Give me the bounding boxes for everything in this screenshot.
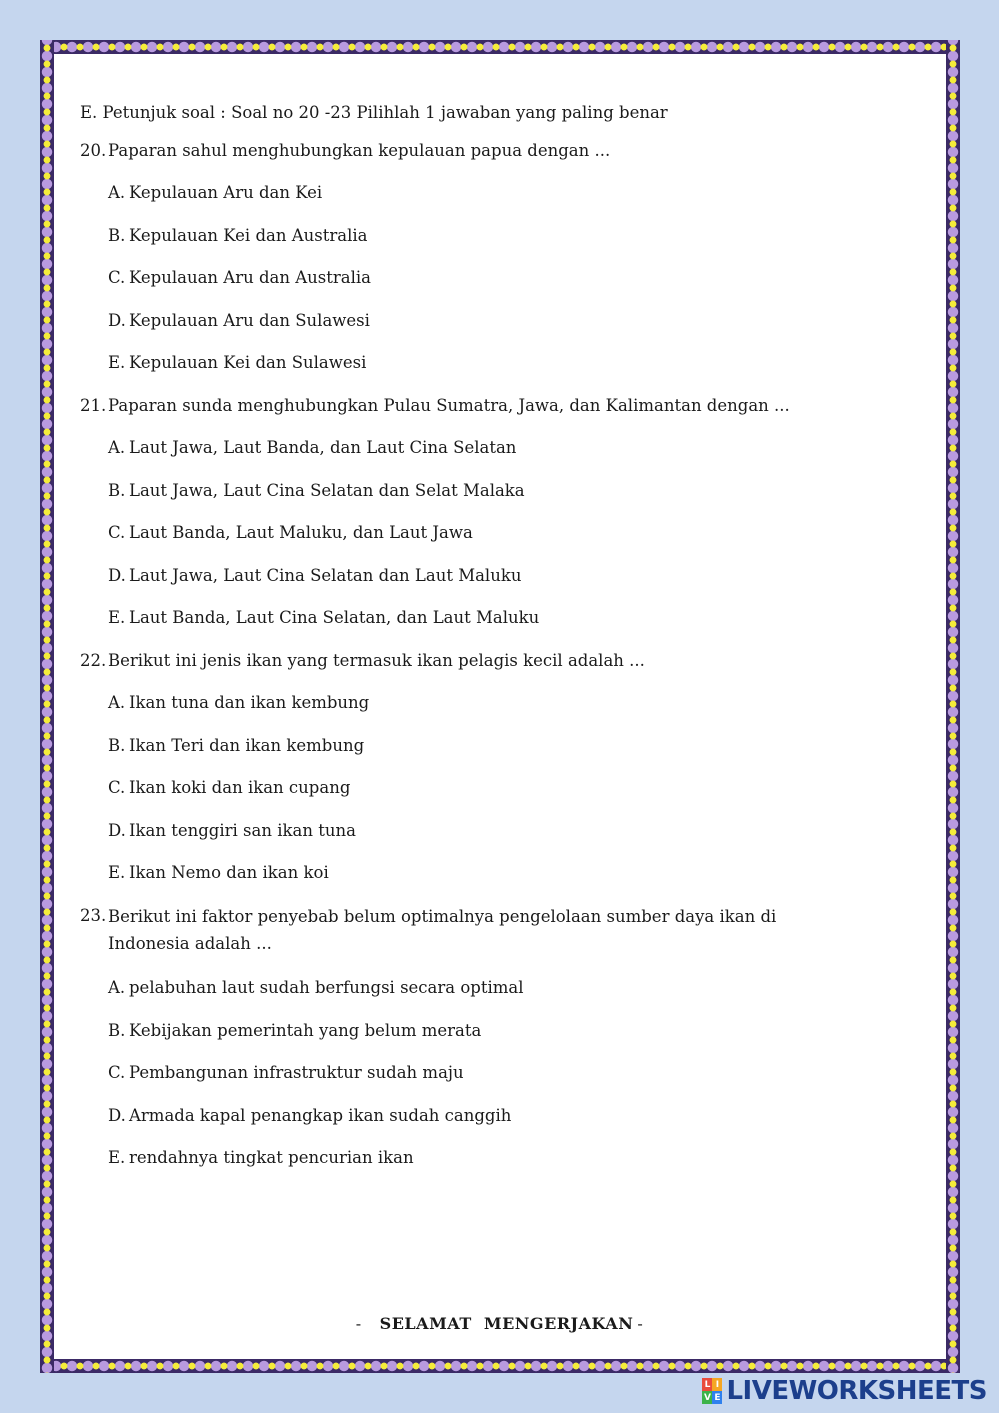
answer-option-d[interactable] bbox=[108, 1105, 840, 1127]
option-text: Ikan koki dan ikan cupang bbox=[129, 778, 351, 798]
option-letter: C. bbox=[108, 1063, 126, 1083]
option-text: Kepulauan Aru dan Sulawesi bbox=[129, 310, 370, 330]
option-text: Laut Jawa, Laut Cina Selatan dan Selat Malaka bbox=[129, 480, 525, 500]
option-letter: E. bbox=[108, 608, 126, 628]
decorative-border-left bbox=[40, 40, 54, 1373]
question-number: 22. bbox=[80, 650, 107, 670]
answer-option-d[interactable] bbox=[108, 820, 840, 842]
option-letter: D. bbox=[108, 565, 126, 585]
question-20 bbox=[80, 140, 840, 162]
option-letter: C. bbox=[108, 523, 126, 543]
decorative-border-right bbox=[946, 40, 960, 1373]
decorative-border-bottom bbox=[40, 1359, 960, 1373]
closing-message bbox=[0, 1314, 999, 1333]
option-letter: B. bbox=[108, 735, 126, 755]
option-text: Laut Banda, Laut Maluku, dan Laut Jawa bbox=[129, 523, 473, 543]
answer-option-a[interactable] bbox=[108, 182, 840, 204]
question-21 bbox=[80, 395, 840, 417]
question-number: 20. bbox=[80, 141, 107, 160]
question-text: Paparan sahul menghubungkan kepulauan papua dengan ... bbox=[108, 141, 611, 160]
option-text: Ikan Nemo dan ikan koi bbox=[129, 863, 329, 883]
question-number: 23. bbox=[80, 905, 107, 925]
option-text: Laut Banda, Laut Cina Selatan, dan Laut Maluku bbox=[129, 608, 540, 628]
question-text: Berikut ini faktor penyebab belum optimalnya pengelolaan sumber daya ikan di Indonesia adalah ... bbox=[108, 906, 777, 953]
option-letter: C. bbox=[108, 778, 126, 798]
option-text: Ikan tuna dan ikan kembung bbox=[129, 692, 370, 712]
logo-text: LIVEWORKSHEETS bbox=[726, 1376, 987, 1406]
option-text: pelabuhan laut sudah berfungsi secara optimal bbox=[129, 977, 524, 997]
option-letter: B. bbox=[108, 1020, 126, 1040]
liveworksheets-logo-icon bbox=[702, 1378, 722, 1404]
option-letter: D. bbox=[108, 820, 126, 840]
option-letter: D. bbox=[108, 310, 126, 330]
option-text: rendahnya tingkat pencurian ikan bbox=[129, 1148, 414, 1168]
option-letter: B. bbox=[108, 480, 126, 500]
answer-option-c[interactable] bbox=[108, 522, 840, 544]
answer-option-a[interactable] bbox=[108, 437, 840, 459]
option-letter: B. bbox=[108, 225, 126, 245]
answer-option-e[interactable] bbox=[108, 1147, 840, 1169]
option-text: Laut Jawa, Laut Cina Selatan dan Laut Maluku bbox=[129, 565, 522, 585]
question-text: Paparan sunda menghubungkan Pulau Sumatra, Jawa, dan Kalimantan dengan ... bbox=[108, 395, 790, 415]
option-letter: A. bbox=[108, 437, 126, 457]
option-text: Pembangunan infrastruktur sudah maju bbox=[129, 1063, 464, 1083]
answer-option-d[interactable] bbox=[108, 310, 840, 332]
liveworksheets-logo[interactable] bbox=[702, 1376, 987, 1406]
answer-option-b[interactable] bbox=[108, 480, 840, 502]
answer-option-e[interactable] bbox=[108, 607, 840, 629]
option-letter: E. bbox=[108, 863, 126, 883]
decorative-border-top bbox=[40, 40, 960, 54]
worksheet-content bbox=[80, 102, 840, 1190]
option-letter: C. bbox=[108, 268, 126, 288]
option-text: Armada kapal penangkap ikan sudah canggih bbox=[129, 1105, 512, 1125]
answer-option-e[interactable] bbox=[108, 352, 840, 374]
question-text: Berikut ini jenis ikan yang termasuk ikan pelagis kecil adalah ... bbox=[108, 650, 645, 670]
answer-option-b[interactable] bbox=[108, 225, 840, 247]
option-text: Kepulauan Kei dan Sulawesi bbox=[129, 353, 367, 373]
answer-option-a[interactable] bbox=[108, 977, 840, 999]
footer-text: SELAMAT MENGERJAKAN bbox=[379, 1314, 634, 1333]
question-list bbox=[80, 140, 840, 1169]
answer-option-b[interactable] bbox=[108, 735, 840, 757]
answer-option-c[interactable] bbox=[108, 267, 840, 289]
option-letter: E. bbox=[108, 1148, 126, 1168]
instruction-text: E. Petunjuk soal : Soal no 20 -23 Pilihlah 1 jawaban yang paling benar bbox=[80, 103, 668, 122]
option-letter: A. bbox=[108, 977, 126, 997]
logo-mark-letter: V bbox=[703, 1392, 711, 1403]
answer-option-a[interactable] bbox=[108, 692, 840, 714]
logo-mark-letter: E bbox=[714, 1392, 721, 1403]
answer-option-c[interactable] bbox=[108, 777, 840, 799]
logo-mark-letter: L bbox=[702, 1378, 712, 1391]
answer-option-d[interactable] bbox=[108, 565, 840, 587]
option-letter: D. bbox=[108, 1105, 126, 1125]
option-text: Ikan Teri dan ikan kembung bbox=[129, 735, 365, 755]
answer-option-e[interactable] bbox=[108, 862, 840, 884]
question-number: 21. bbox=[80, 395, 107, 415]
logo-mark-letter: I bbox=[712, 1378, 722, 1391]
option-letter: E. bbox=[108, 353, 126, 373]
option-text: Ikan tenggiri san ikan tuna bbox=[129, 820, 356, 840]
option-text: Kepulauan Aru dan Australia bbox=[129, 268, 371, 288]
option-text: Laut Jawa, Laut Banda, dan Laut Cina Selatan bbox=[129, 437, 517, 457]
option-letter: A. bbox=[108, 692, 126, 712]
option-text: Kepulauan Aru dan Kei bbox=[129, 183, 323, 202]
footer-dash-left: - bbox=[355, 1314, 362, 1333]
option-text: Kebijakan pemerintah yang belum merata bbox=[129, 1020, 482, 1040]
answer-option-c[interactable] bbox=[108, 1062, 840, 1084]
footer-dash-right: - bbox=[637, 1314, 644, 1333]
question-23 bbox=[80, 905, 840, 957]
option-text: Kepulauan Kei dan Australia bbox=[129, 225, 368, 245]
answer-option-b[interactable] bbox=[108, 1020, 840, 1042]
option-letter: A. bbox=[108, 183, 126, 202]
question-22 bbox=[80, 650, 840, 672]
